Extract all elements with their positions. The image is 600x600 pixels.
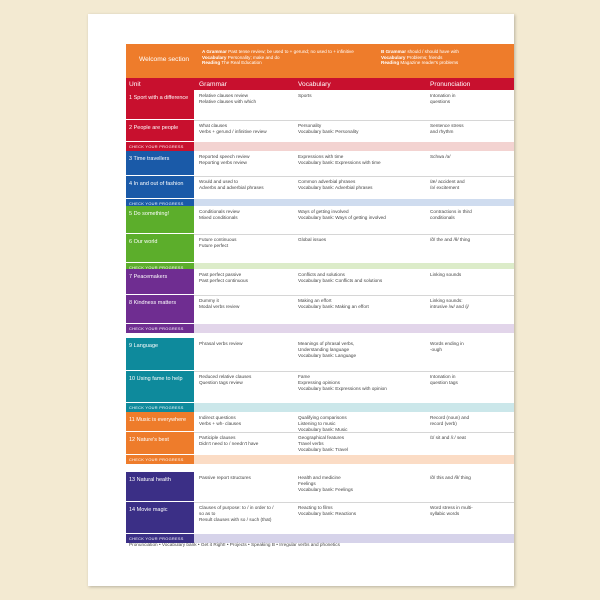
welcome-a-line: Reading The Real Education (202, 60, 262, 66)
unit-vocabulary-cell: Fame Expressing opinions Vocabulary bank: Expressions with opinion (298, 374, 387, 391)
check-your-progress-label: CHECK YOUR PROGRESS (129, 265, 184, 270)
check-your-progress-bar[interactable] (126, 199, 514, 206)
unit-grammar-cell: Relative clauses review Relative clauses with which (199, 93, 257, 104)
header-pronunciation: Pronunciation (430, 80, 471, 88)
unit-pronunciation-cell: Schwa /ə/ (430, 154, 451, 159)
unit-vocabulary-cell: Geographical features Travel verbs Vocabulary bank: Travel (298, 435, 349, 452)
unit-grammar-cell: Participle clauses Didn't need to / needn't have (199, 435, 259, 446)
unit-pronunciation-cell: Intonation in question tags (430, 374, 458, 385)
welcome-a-line: Vocabulary Personality; make and do (202, 54, 280, 60)
unit-vocabulary-cell: Health and medicine Feelings Vocabulary bank: Feelings (298, 475, 353, 492)
check-your-progress-label: CHECK YOUR PROGRESS (129, 457, 184, 462)
unit-title: 1 Sport with a difference (129, 95, 189, 101)
unit-vocabulary-cell: Conflicts and solutions Vocabulary bank: Conflicts and solutions (298, 272, 383, 283)
check-your-progress-bar[interactable] (126, 263, 514, 269)
unit-title-cell[interactable] (126, 90, 194, 119)
header-vocabulary: Vocabulary (298, 80, 331, 88)
unit-vocabulary-cell: Global issues (298, 237, 327, 242)
unit-title: 8 Kindness matters (129, 300, 177, 306)
unit-pronunciation-cell: /ɪ/ sit and /iː/ seat (430, 435, 466, 440)
unit-title-cell[interactable] (126, 412, 194, 431)
header-grammar: Grammar (199, 80, 227, 88)
table-header (126, 78, 514, 90)
unit-pronunciation-cell: Sentence stress and rhythm (430, 123, 464, 134)
unit-grammar-cell: Indirect questions Verbs + wh- clauses (199, 415, 242, 426)
welcome-b-line: Vocabulary Problems; friends (381, 54, 443, 60)
unit-title: 2 People are people (129, 125, 179, 131)
unit-vocabulary-cell: Reacting to films Vocabulary bank: Reactions (298, 505, 357, 516)
unit-title: 10 Using fame to help (129, 376, 183, 382)
unit-vocabulary-cell: Common adverbial phrases Vocabulary bank: Adverbial phrases (298, 179, 373, 190)
unit-grammar-cell: Reported speech review Reporting verbs review (199, 154, 250, 165)
unit-grammar-cell: Conditionals review Mixed conditionals (199, 209, 240, 220)
welcome-a-line: A Grammar Past tense review; be used to + gerund; no used to + infinitive (202, 49, 354, 54)
unit-pronunciation-cell: Intonation in questions (430, 93, 456, 104)
unit-vocabulary-cell: Making an effort Vocabulary bank: Making an effort (298, 298, 369, 309)
unit-grammar-cell: Clauses of purpose: to / in order to / so as to Result clauses with so / such (that) (199, 505, 274, 522)
unit-grammar-cell: Past perfect passive Past perfect continuous (199, 272, 248, 283)
unit-grammar-cell: Phrasal verbs review (199, 341, 243, 346)
unit-title-cell[interactable] (126, 234, 194, 262)
unit-vocabulary-cell: Expressions with time Vocabulary bank: Expressions with time (298, 154, 381, 165)
check-your-progress-bar[interactable] (126, 455, 514, 464)
unit-pronunciation-cell: /ð/ the and /θ/ thing (430, 237, 471, 242)
unit-grammar-cell: Future continuous Future perfect (199, 237, 237, 248)
unit-grammar-cell: Would and used to Adverbs and adverbial phrases (199, 179, 264, 190)
unit-title: 14 Movie magic (129, 507, 168, 513)
header-unit: Unit (129, 80, 141, 88)
welcome-b-line: Reading Magazine reader's problems (381, 60, 459, 66)
unit-title: 3 Time travellers (129, 156, 170, 162)
unit-title-cell[interactable] (126, 338, 194, 370)
unit-title-cell[interactable] (126, 371, 194, 402)
check-your-progress-label: CHECK YOUR PROGRESS (129, 326, 184, 331)
unit-pronunciation-cell: Words ending in -ough (430, 341, 464, 352)
unit-title-cell[interactable] (126, 151, 194, 175)
unit-grammar-cell: What clauses Verbs + gerund / infinitive review (199, 123, 267, 134)
unit-title-cell[interactable] (126, 176, 194, 198)
check-your-progress-label: CHECK YOUR PROGRESS (129, 405, 184, 410)
unit-pronunciation-cell: /æ/ accident and /ə/ excitement (430, 179, 465, 190)
unit-pronunciation-cell: /ð/ this and /θ/ thing (430, 475, 471, 480)
unit-title: 6 Our world (129, 239, 158, 245)
unit-title-cell[interactable] (126, 120, 194, 141)
check-your-progress-bar[interactable] (126, 142, 514, 151)
unit-title: 11 Music is everywhere (129, 417, 187, 423)
unit-title-cell[interactable] (126, 295, 194, 323)
unit-title-cell[interactable] (126, 472, 194, 501)
welcome-b-line: B Grammar should / should have with (381, 49, 459, 54)
contents-page (88, 14, 514, 586)
unit-vocabulary-cell: Personality Vocabulary bank: Personality (298, 123, 359, 134)
unit-grammar-cell: Passive report structures (199, 475, 251, 480)
unit-grammar-cell: Dummy it Modal verbs review (199, 298, 240, 309)
welcome-column-b (381, 49, 511, 66)
unit-vocabulary-cell: Meanings of phrasal verbs, Understanding language Vocabulary bank: Language (298, 341, 357, 358)
unit-title: 13 Natural health (129, 477, 171, 483)
check-your-progress-label: CHECK YOUR PROGRESS (129, 536, 184, 541)
welcome-title: Welcome section (139, 56, 190, 63)
unit-title-cell[interactable] (126, 432, 194, 454)
welcome-column-a (202, 49, 372, 66)
unit-vocabulary-cell: Qualifying comparisons Listening to music Vocabulary bank: Music (298, 415, 348, 432)
unit-pronunciation-cell: Linking sounds (430, 272, 462, 277)
check-your-progress-label: CHECK YOUR PROGRESS (129, 201, 184, 206)
unit-title: 4 In and out of fashion (129, 181, 184, 187)
unit-vocabulary-cell: Ways of getting involved Vocabulary bank: Ways of getting involved (298, 209, 386, 220)
unit-title-cell[interactable] (126, 502, 194, 533)
welcome-section (126, 44, 514, 80)
check-your-progress-bar[interactable] (126, 324, 514, 333)
unit-title: 5 Do something! (129, 211, 170, 217)
unit-title-cell[interactable] (126, 206, 194, 233)
unit-pronunciation-cell: Contractions in third conditionals (430, 209, 472, 220)
unit-title-cell[interactable] (126, 269, 194, 294)
unit-pronunciation-cell: Linking sounds: intrusive /w/ and /j/ (430, 298, 469, 309)
footer-links: Pronunciation • Vocabulary bank • Get it Right! • Projects • Speaking B • Irregular verbs and phonetics (129, 542, 340, 547)
unit-vocabulary-cell: Sports (298, 93, 312, 98)
unit-title: 7 Peacemakers (129, 274, 168, 280)
unit-title: 9 Language (129, 343, 159, 349)
unit-pronunciation-cell: Record (noun) and record (verb) (430, 415, 470, 426)
unit-grammar-cell: Reduced relative clauses Question tags review (199, 374, 252, 385)
unit-pronunciation-cell: Word stress in multi- syllabic words (430, 505, 473, 516)
check-your-progress-bar[interactable] (126, 403, 514, 412)
check-your-progress-label: CHECK YOUR PROGRESS (129, 144, 184, 149)
unit-title: 12 Nature's best (129, 437, 169, 443)
